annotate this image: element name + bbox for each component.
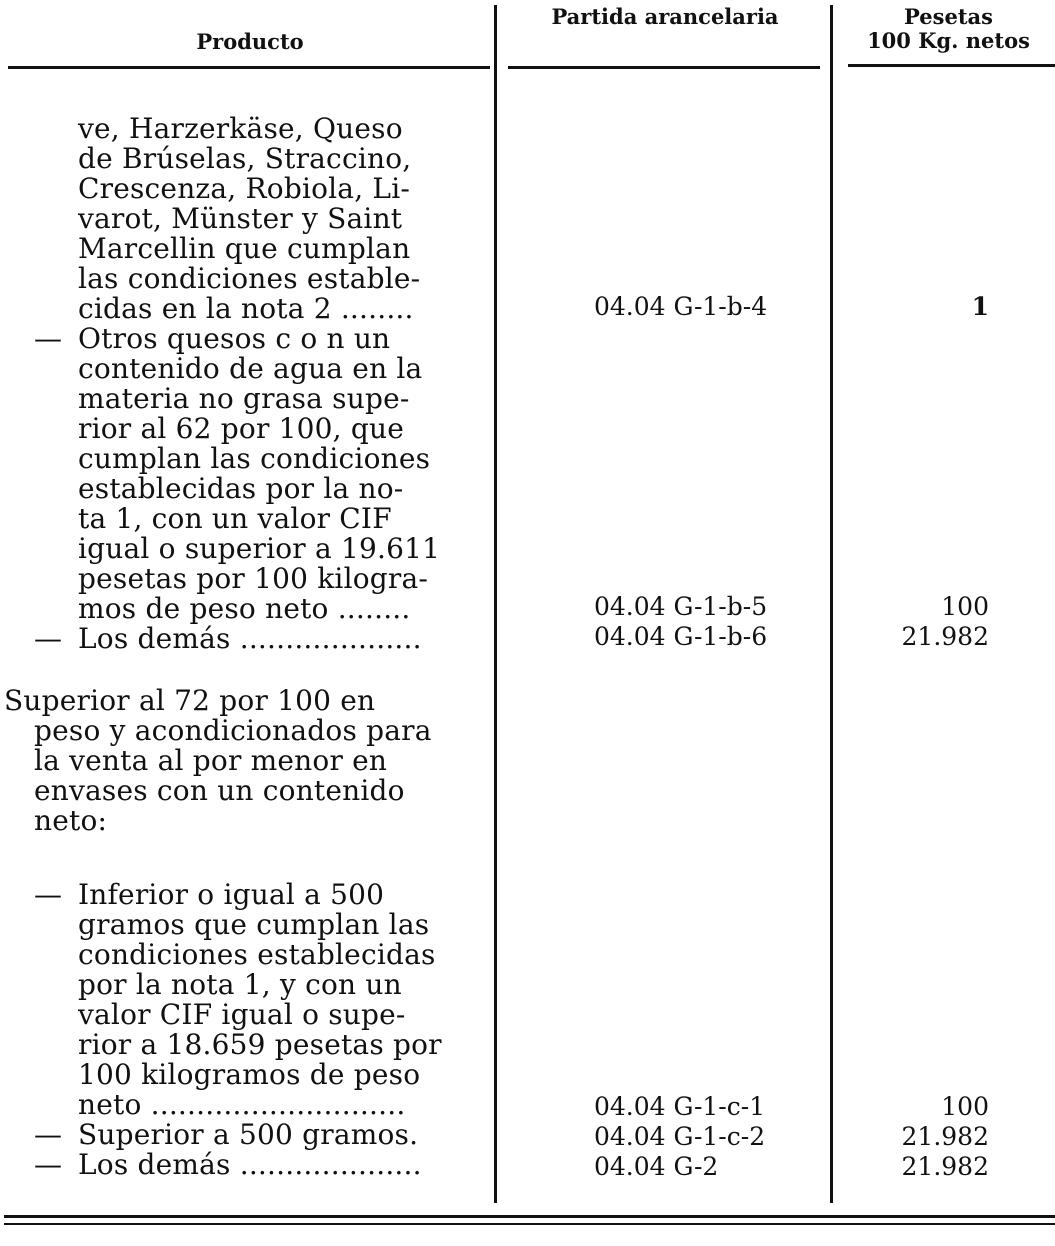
product-line: por la nota 1, y con un bbox=[78, 968, 402, 1001]
header-rule-1 bbox=[8, 66, 490, 69]
pesetas-value: 21.982 bbox=[901, 1152, 989, 1181]
product-line: materia no grasa supe- bbox=[78, 382, 410, 415]
product-line: cidas en la nota 2 ........ bbox=[78, 292, 414, 325]
product-line: igual o superior a 19.611 bbox=[78, 532, 441, 565]
product-line: neto ............................ bbox=[78, 1088, 406, 1121]
product-line: Superior a 500 gramos. bbox=[78, 1118, 419, 1151]
tariff-code: 04.04 G-1-c-2 bbox=[594, 1122, 766, 1151]
item-dash: — bbox=[34, 878, 62, 911]
pesetas-value: 100 bbox=[941, 592, 989, 621]
product-line: Marcellin que cumplan bbox=[78, 232, 411, 265]
tariff-code: 04.04 G-1-c-1 bbox=[594, 1092, 766, 1121]
product-line: Inferior o igual a 500 bbox=[78, 878, 385, 911]
header-partida: Partida arancelaria bbox=[551, 4, 779, 29]
product-line: rior al 62 por 100, que bbox=[78, 412, 404, 445]
tariff-code: 04.04 G-1-b-5 bbox=[594, 592, 768, 621]
pesetas-value: 100 bbox=[941, 1092, 989, 1121]
product-line: Crescenza, Robiola, Li- bbox=[78, 172, 411, 205]
product-line: peso y acondicionados para bbox=[34, 714, 432, 747]
pesetas-value: 21.982 bbox=[901, 1122, 989, 1151]
product-line: Los demás .................... bbox=[78, 622, 422, 655]
item-dash: — bbox=[34, 1118, 62, 1151]
product-line: las condiciones estable- bbox=[78, 262, 421, 295]
header-producto: Producto bbox=[196, 29, 304, 54]
item-dash: — bbox=[34, 322, 62, 355]
product-line: Superior al 72 por 100 en bbox=[4, 684, 376, 717]
product-line: valor CIF igual o supe- bbox=[78, 998, 406, 1031]
product-line: neto: bbox=[34, 804, 108, 837]
product-line: establecidas por la no- bbox=[78, 472, 404, 505]
header-rule-2 bbox=[508, 66, 820, 69]
product-line: ta 1, con un valor CIF bbox=[78, 502, 392, 535]
product-line: gramos que cumplan las bbox=[78, 908, 430, 941]
product-line: cumplan las condiciones bbox=[78, 442, 431, 475]
tariff-code: 04.04 G-2 bbox=[594, 1152, 719, 1181]
product-line: contenido de agua en la bbox=[78, 352, 423, 385]
pesetas-value: 1 bbox=[971, 292, 989, 321]
header-pesetas-line2: 100 Kg. netos bbox=[867, 28, 1030, 53]
product-line: 100 kilogramos de peso bbox=[78, 1058, 421, 1091]
product-line: Los demás .................... bbox=[78, 1148, 422, 1181]
product-line: Otros quesos c o n un bbox=[78, 322, 391, 355]
product-line: envases con un contenido bbox=[34, 774, 405, 807]
product-line: mos de peso neto ........ bbox=[78, 592, 411, 625]
tariff-code: 04.04 G-1-b-4 bbox=[594, 292, 768, 321]
header-pesetas-line1: Pesetas bbox=[904, 4, 993, 29]
column-divider-2 bbox=[830, 5, 833, 1203]
footer-rule-top bbox=[4, 1215, 1055, 1218]
item-dash: — bbox=[34, 1148, 62, 1181]
product-line: ve, Harzerkäse, Queso bbox=[78, 112, 403, 145]
product-line: varot, Münster y Saint bbox=[78, 202, 403, 235]
product-line: rior a 18.659 pesetas por bbox=[78, 1028, 442, 1061]
tariff-code: 04.04 G-1-b-6 bbox=[594, 622, 768, 651]
pesetas-value: 21.982 bbox=[901, 622, 989, 651]
column-divider-1 bbox=[494, 5, 497, 1203]
footer-rule-bottom bbox=[4, 1223, 1055, 1225]
product-line: condiciones establecidas bbox=[78, 938, 436, 971]
product-line: de Brúselas, Straccino, bbox=[78, 142, 412, 175]
product-line: pesetas por 100 kilogra- bbox=[78, 562, 429, 595]
header-rule-3 bbox=[848, 64, 1055, 67]
product-line: la venta al por menor en bbox=[34, 744, 388, 777]
item-dash: — bbox=[34, 622, 62, 655]
